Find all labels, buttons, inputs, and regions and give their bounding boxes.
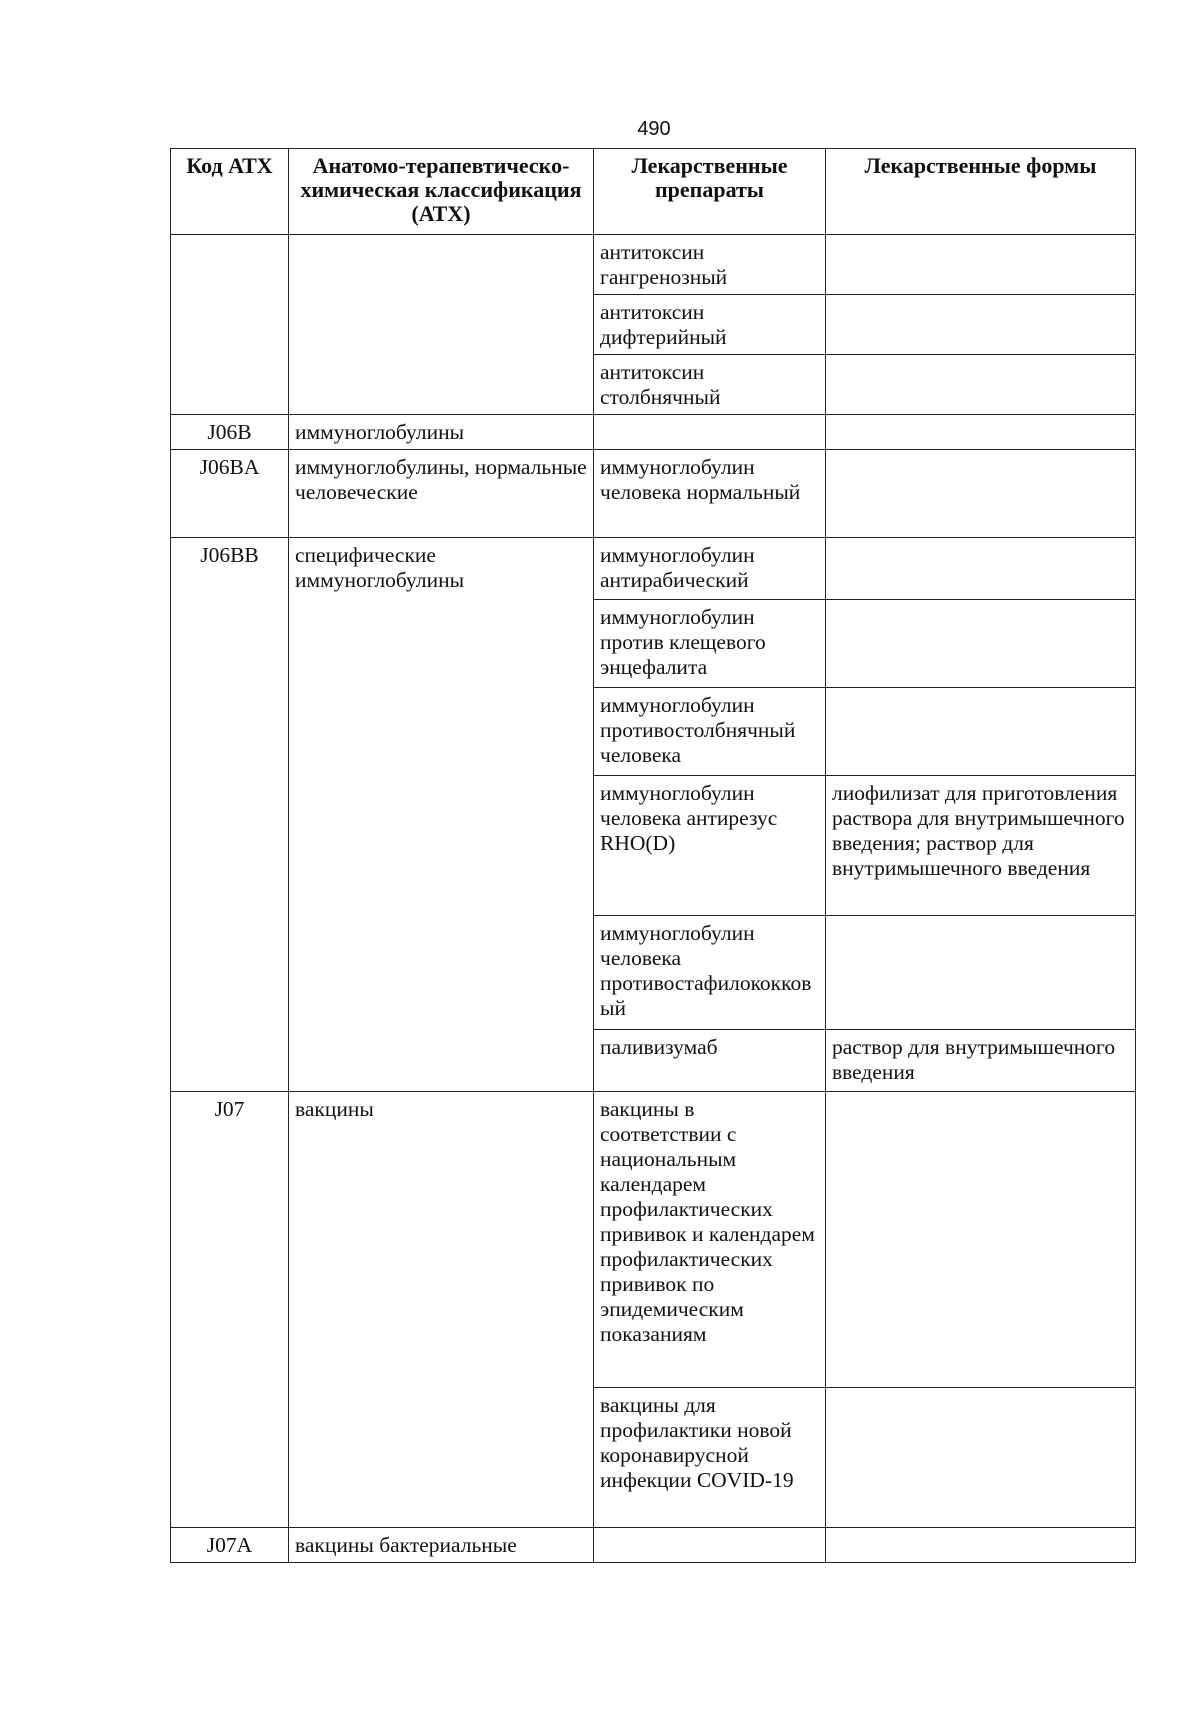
table-header bbox=[171, 149, 1136, 235]
drug-name-cell: антитоксин гангренозный bbox=[594, 235, 826, 295]
drug-name-cell: иммуноглобулин человека нормальный bbox=[594, 450, 826, 538]
atc-classification-cell: иммуноглобулины bbox=[289, 415, 594, 450]
dosage-form-cell: раствор для внутримышечного введения bbox=[826, 1030, 1136, 1092]
header-drugs: Лекарственные препараты bbox=[594, 149, 826, 235]
page-number: 490 bbox=[637, 118, 671, 140]
header-dosage-forms: Лекарственные формы bbox=[826, 149, 1136, 235]
dosage-form-cell: лиофилизат для приготовления раствора для внутримышечного введения; раствор для внутримышечного введения bbox=[826, 776, 1136, 916]
dosage-form-cell bbox=[826, 1388, 1136, 1528]
table-row bbox=[171, 538, 1136, 600]
atc-classification-cell: вакцины bbox=[289, 1092, 594, 1528]
atc-classification-cell bbox=[289, 235, 594, 415]
dosage-form-cell bbox=[826, 355, 1136, 415]
drug-name-cell: иммуноглобулин антирабический bbox=[594, 538, 826, 600]
drug-name-cell: иммуноглобулин против клещевого энцефалита bbox=[594, 600, 826, 688]
table-row bbox=[171, 415, 1136, 450]
atc-classification-cell: иммуноглобулины, нормальные человеческие bbox=[289, 450, 594, 538]
dosage-form-cell bbox=[826, 1528, 1136, 1563]
atc-code-cell bbox=[171, 235, 289, 415]
drug-name-cell: иммуноглобулин человека антирезус RHO(D) bbox=[594, 776, 826, 916]
atc-code-cell: J06BA bbox=[171, 450, 289, 538]
dosage-form-cell bbox=[826, 295, 1136, 355]
table-body bbox=[171, 235, 1136, 1563]
atc-code-cell: J06BB bbox=[171, 538, 289, 1092]
atc-code-cell: J06B bbox=[171, 415, 289, 450]
header-atc-classification: Анатомо-терапевтическо-химическая классификация (АТХ) bbox=[289, 149, 594, 235]
table-row bbox=[171, 1528, 1136, 1563]
dosage-form-cell bbox=[826, 916, 1136, 1030]
dosage-form-cell bbox=[826, 235, 1136, 295]
dosage-form-cell bbox=[826, 1092, 1136, 1388]
drug-name-cell: паливизумаб bbox=[594, 1030, 826, 1092]
drug-name-cell: вакцины в соответствии с национальным календарем профилактических прививок и календарем профилактических прививок по эпидемическим показаниям bbox=[594, 1092, 826, 1388]
table-row bbox=[171, 1092, 1136, 1388]
dosage-form-cell bbox=[826, 600, 1136, 688]
header-row bbox=[171, 149, 1136, 235]
dosage-form-cell bbox=[826, 538, 1136, 600]
header-atc-code: Код АТХ bbox=[171, 149, 289, 235]
table-row bbox=[171, 450, 1136, 538]
drug-name-cell bbox=[594, 1528, 826, 1563]
atc-code-cell: J07 bbox=[171, 1092, 289, 1528]
atc-classification-cell: специфические иммуноглобулины bbox=[289, 538, 594, 1092]
dosage-form-cell bbox=[826, 688, 1136, 776]
drug-name-cell: вакцины для профилактики новой коронавирусной инфекции COVID-19 bbox=[594, 1388, 826, 1528]
table-row bbox=[171, 235, 1136, 295]
drug-name-cell: антитоксин дифтерийный bbox=[594, 295, 826, 355]
atc-classification-cell: вакцины бактериальные bbox=[289, 1528, 594, 1563]
drug-name-cell: иммуноглобулин человека противостафилококковый bbox=[594, 916, 826, 1030]
drug-name-cell: антитоксин столбнячный bbox=[594, 355, 826, 415]
drug-name-cell bbox=[594, 415, 826, 450]
atc-drug-table bbox=[170, 148, 1136, 1563]
atc-code-cell: J07A bbox=[171, 1528, 289, 1563]
dosage-form-cell bbox=[826, 415, 1136, 450]
dosage-form-cell bbox=[826, 450, 1136, 538]
drug-name-cell: иммуноглобулин противостолбнячный человека bbox=[594, 688, 826, 776]
